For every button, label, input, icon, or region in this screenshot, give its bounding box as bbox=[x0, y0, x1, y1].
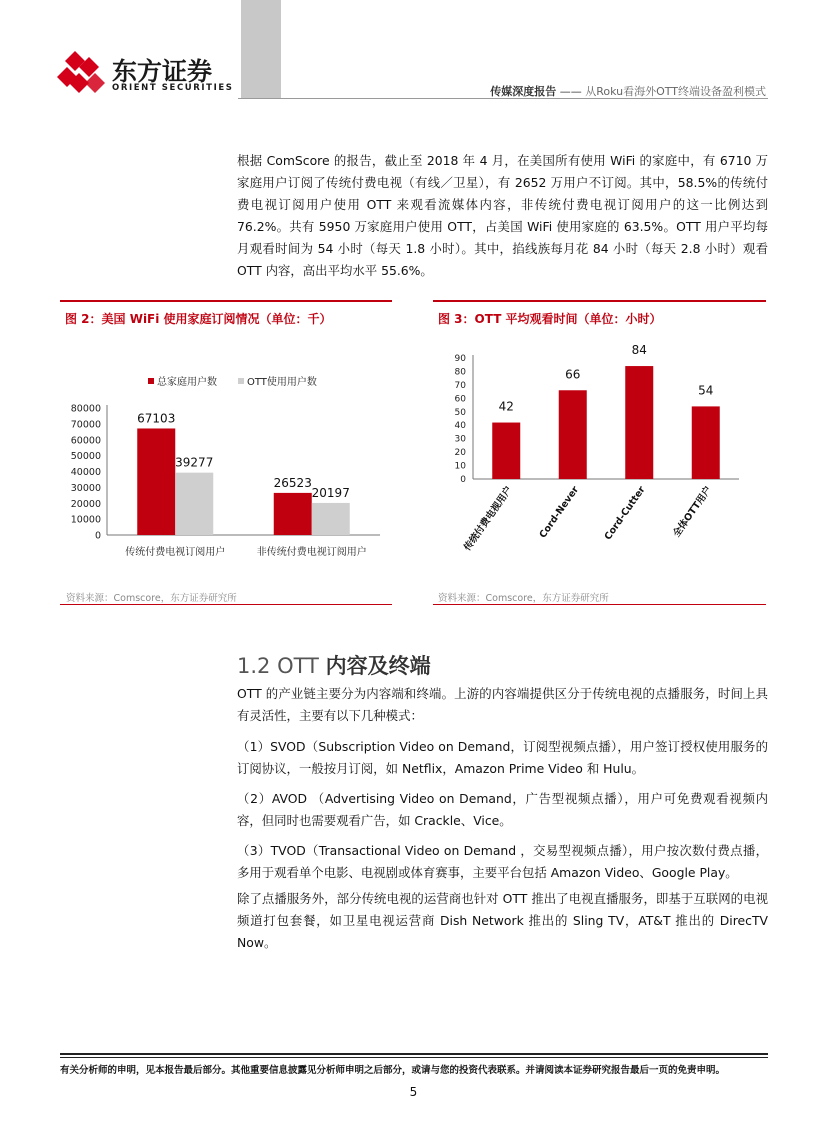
y-tick-label: 30 bbox=[454, 434, 466, 445]
y-tick-label: 0 bbox=[94, 530, 101, 542]
y-tick-label: 40000 bbox=[70, 467, 101, 478]
logo-mark-icon bbox=[57, 49, 107, 95]
section-number: 1.2 OTT bbox=[237, 654, 326, 678]
paragraph-live-tv: 除了点播服务外，部分传统电视的运营商也针对 OTT 推出了电视直播服务，即基于互联网的电视频道打包套餐，如卫星电视运营商 Dish Network 推出的 Sling TV，AT&T 推出的 DirecTV Now。 bbox=[237, 891, 768, 950]
figure3-chart bbox=[433, 338, 766, 570]
data-label-3: 54 bbox=[698, 383, 714, 398]
x-tick-label-1: 非传统付费电视订阅用户 bbox=[256, 547, 367, 558]
figure2-chart bbox=[60, 360, 392, 570]
y-tick-label: 20 bbox=[454, 448, 466, 459]
y-tick-label: 30000 bbox=[70, 482, 101, 494]
bar-2 bbox=[625, 366, 653, 479]
x-tick-label-0: 传统付费电视用户 bbox=[462, 484, 515, 553]
logo-text-cn: 东方证券 bbox=[112, 57, 213, 86]
y-tick-label: 40 bbox=[454, 421, 466, 432]
y-tick-label: 60000 bbox=[70, 435, 101, 447]
y-tick-label: 80 bbox=[454, 367, 466, 378]
figure2-top-rule bbox=[60, 300, 392, 302]
x-tick-label-2: Cord-Cutter bbox=[602, 484, 648, 543]
y-tick-label: 20000 bbox=[70, 498, 101, 510]
y-tick-label: 90 bbox=[454, 354, 466, 364]
report-title: 从Roku看海外OTT终端设备盈利模式 bbox=[585, 85, 766, 98]
figure3-bottom-rule bbox=[433, 604, 766, 605]
figure3-top-rule bbox=[433, 300, 766, 302]
data-label-2: 84 bbox=[631, 343, 647, 358]
bar-1-0 bbox=[274, 493, 312, 535]
section-title: 内容及终端 bbox=[325, 654, 431, 678]
bar-0 bbox=[492, 423, 520, 479]
intro-paragraph: 根据 ComScore 的报告，截止至 2018 年 4 月，在美国所有使用 WiFi 的家庭中，有 6710 万家庭用户订阅了传统付费电视（有线／卫星），有 2652 万用户不订阅。其中，58.5%的传统付费电视订阅用户使用 OTT 来观看流媒体内容，非传统付费电视订阅用户的这一比例达到 76.2%。共有 5950 万家庭用户使用 OTT，占美国 WiFi 使用家庭的 63.5%。OTT 用户平均每月观看时间为 54 小时（每天 1.8 小时）。其中，掐线族每月花 84 小时（每天 2.8 小时）观看 OTT 内容，高出平均水平 55.6%。 bbox=[237, 153, 768, 278]
footer-rule-thin bbox=[60, 1057, 768, 1058]
y-tick-label: 10 bbox=[454, 461, 466, 472]
header-separator: —— bbox=[556, 85, 586, 98]
footer-rule-thick bbox=[60, 1053, 768, 1055]
y-tick-label: 70000 bbox=[70, 419, 101, 431]
x-tick-label-0: 传统付费电视订阅用户 bbox=[125, 547, 226, 558]
header-gray-block bbox=[241, 0, 281, 98]
data-label-0-1: 39277 bbox=[175, 455, 214, 470]
bar-0-1 bbox=[175, 473, 213, 535]
data-label-0-0: 67103 bbox=[137, 411, 176, 426]
report-type: 传媒深度报告 bbox=[490, 85, 557, 98]
paragraph-tvod: （3）TVOD（Transactional Video on Demand ，交易型视频点播），用户按次数付费点播，多用于观看单个电影、电视剧或体育赛事，主要平台包括 Amazon Video、Google Play。 bbox=[237, 843, 768, 880]
paragraph-ott-chain: OTT 的产业链主要分为内容端和终端。上游的内容端提供区分于传统电视的点播服务，时间上具有灵活性，主要有以下几种模式： bbox=[237, 686, 768, 723]
bar-1-1 bbox=[312, 503, 350, 535]
y-tick-label: 10000 bbox=[70, 514, 101, 526]
bar-1 bbox=[559, 390, 587, 479]
legend-swatch-1 bbox=[238, 378, 244, 384]
footer-disclaimer: 有关分析师的申明，见本报告最后部分。其他重要信息披露见分析师申明之后部分，或请与您的投资代表联系。并请阅读本证券研究报告最后一页的免责申明。 bbox=[60, 1065, 726, 1076]
figure2-bottom-rule bbox=[60, 604, 392, 605]
legend-label-0: 总家庭用户数 bbox=[157, 377, 217, 388]
logo-text-en: ORIENT SECURITIES bbox=[112, 83, 234, 93]
figure3-source: 资料来源：Comscore，东方证券研究所 bbox=[438, 593, 609, 604]
paragraph-svod: （1）SVOD（Subscription Video on Demand，订阅型视频点播），用户签订授权使用服务的订阅协议，一般按月订阅，如 Netflix，Amazon Prime Video 和 Hulu。 bbox=[237, 739, 768, 776]
page-number: 5 bbox=[409, 1085, 418, 1099]
data-label-1-1: 20197 bbox=[311, 485, 350, 500]
bar-0-0 bbox=[137, 428, 175, 535]
figure2-source: 资料来源：Comscore，东方证券研究所 bbox=[66, 593, 237, 604]
header-report-title bbox=[490, 83, 766, 99]
x-tick-label-1: Cord-Never bbox=[537, 484, 582, 541]
x-tick-label-3: 全体OTT用户 bbox=[671, 484, 715, 540]
y-tick-label: 50000 bbox=[70, 451, 101, 463]
y-tick-label: 50 bbox=[454, 407, 466, 418]
y-tick-label: 80000 bbox=[70, 403, 101, 415]
y-tick-label: 0 bbox=[460, 475, 466, 485]
legend-label-1: OTT使用用户数 bbox=[247, 377, 317, 388]
figure2-title: 图 2：美国 WiFi 使用家庭订阅情况（单位：千） bbox=[65, 312, 332, 326]
section-heading bbox=[237, 650, 431, 680]
data-label-1: 66 bbox=[565, 367, 581, 382]
data-label-1-0: 26523 bbox=[273, 475, 312, 490]
legend-swatch-0 bbox=[148, 378, 154, 384]
y-tick-label: 70 bbox=[454, 380, 466, 391]
data-label-0: 42 bbox=[498, 399, 514, 414]
header-divider bbox=[238, 98, 768, 99]
figure3-title: 图 3：OTT 平均观看时间（单位：小时） bbox=[438, 312, 662, 326]
y-tick-label: 60 bbox=[454, 394, 466, 405]
bar-3 bbox=[692, 406, 720, 479]
paragraph-avod: （2）AVOD （Advertising Video on Demand，广告型视频点播），用户可免费观看视频内容，但同时也需要观看广告，如 Crackle、Vice。 bbox=[237, 791, 768, 828]
